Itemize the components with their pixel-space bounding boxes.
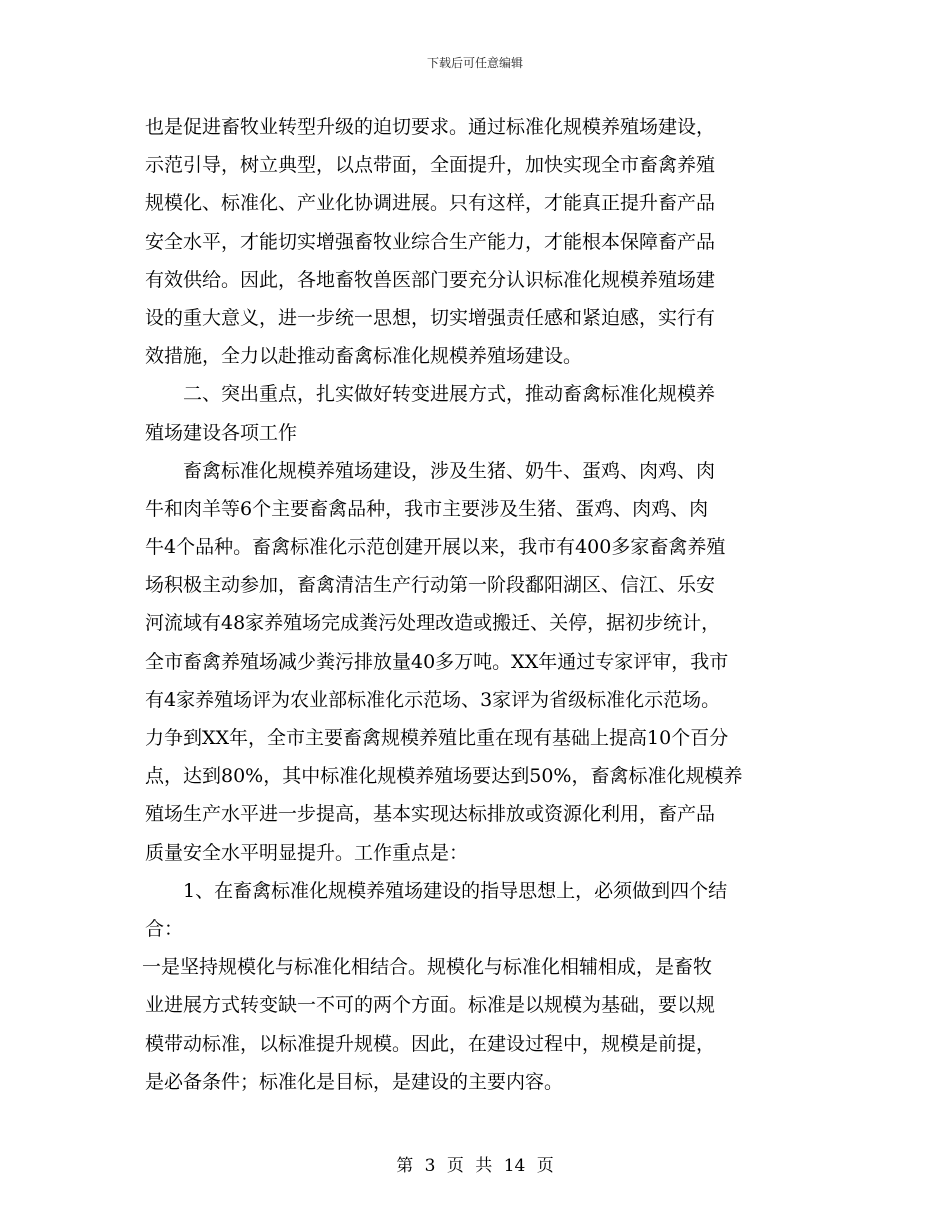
text-line: 效措施，全力以赴推动畜禽标准化规模养殖场建设。	[145, 345, 583, 368]
text-line: 力争到XX年，全市主要畜禽规模养殖比重在现有基础上提高10个百分	[145, 727, 729, 749]
text-line: 河流域有48家养殖场完成粪污处理改造或搬迁、关停，据初步统计，	[145, 612, 721, 635]
text-line: 规模化、标准化、产业化协调进展。只有这样，才能真正提升畜产品	[145, 192, 716, 215]
text-line: 业进展方式转变缺一不可的两个方面。标准是以规模为基础，要以规	[145, 994, 716, 1017]
text-line: 全市畜禽养殖场减少粪污排放量40多万吨。XX年通过专家评审，我市	[145, 650, 729, 673]
text-line: 设的重大意义，进一步统一思想，切实增强责任感和紧迫感，实行有	[145, 306, 716, 329]
text-line: 有效供给。因此，各地畜牧兽医部门要充分认识标准化规模养殖场建	[145, 268, 716, 291]
page-footer: 第 3 页 共 14 页	[396, 1156, 554, 1176]
text-line: 牛和肉羊等6个主要畜禽品种，我市主要涉及生猪、蛋鸡、肉鸡、肉	[145, 497, 709, 520]
text-line: 有4家养殖场评为农业部标准化示范场、3家评为省级标准化示范场。	[145, 688, 721, 711]
section-heading-line: 二、突出重点，扎实做好转变进展方式，推动畜禽标准化规模养	[183, 383, 716, 406]
section-heading-line: 殖场建设各项工作	[145, 421, 298, 444]
page-header: 下载后可任意编辑	[426, 56, 523, 70]
text-line: 质量安全水平明显提升。工作重点是：	[145, 841, 469, 864]
text-line: 是必备条件；标准化是目标，是建设的主要内容。	[145, 1070, 564, 1093]
text-line: 一是坚持规模化与标准化相结合。规模化与标准化相辅相成，是畜牧	[142, 956, 713, 979]
text-line: 模带动标准，以标准提升规模。因此，在建设过程中，规模是前提，	[145, 1032, 716, 1055]
text-line: 合：	[145, 917, 184, 940]
text-line: 牛4个品种。畜禽标准化示范创建开展以来，我市有400多家畜禽养殖	[145, 536, 726, 559]
text-line: 点，达到80%，其中标准化规模养殖场要达到50%，畜禽标准化规模养	[145, 765, 743, 788]
text-line: 示范引导，树立典型，以点带面，全面提升，加快实现全市畜禽养殖	[145, 154, 716, 177]
text-line: 1、在畜禽标准化规模养殖场建设的指导思想上，必须做到四个结	[183, 879, 728, 902]
document-body	[142, 108, 815, 1101]
text-line: 安全水平，才能切实增强畜牧业综合生产能力，才能根本保障畜产品	[145, 230, 716, 253]
text-line: 殖场生产水平进一步提高，基本实现达标排放或资源化利用，畜产品	[145, 803, 716, 826]
text-line: 也是促进畜牧业转型升级的迫切要求。通过标准化规模养殖场建设，	[145, 116, 716, 138]
text-line: 场积极主动参加，畜禽清洁生产行动第一阶段鄱阳湖区、信江、乐安	[145, 574, 716, 597]
text-line: 畜禽标准化规模养殖场建设，涉及生猪、奶牛、蛋鸡、肉鸡、肉	[183, 459, 716, 482]
